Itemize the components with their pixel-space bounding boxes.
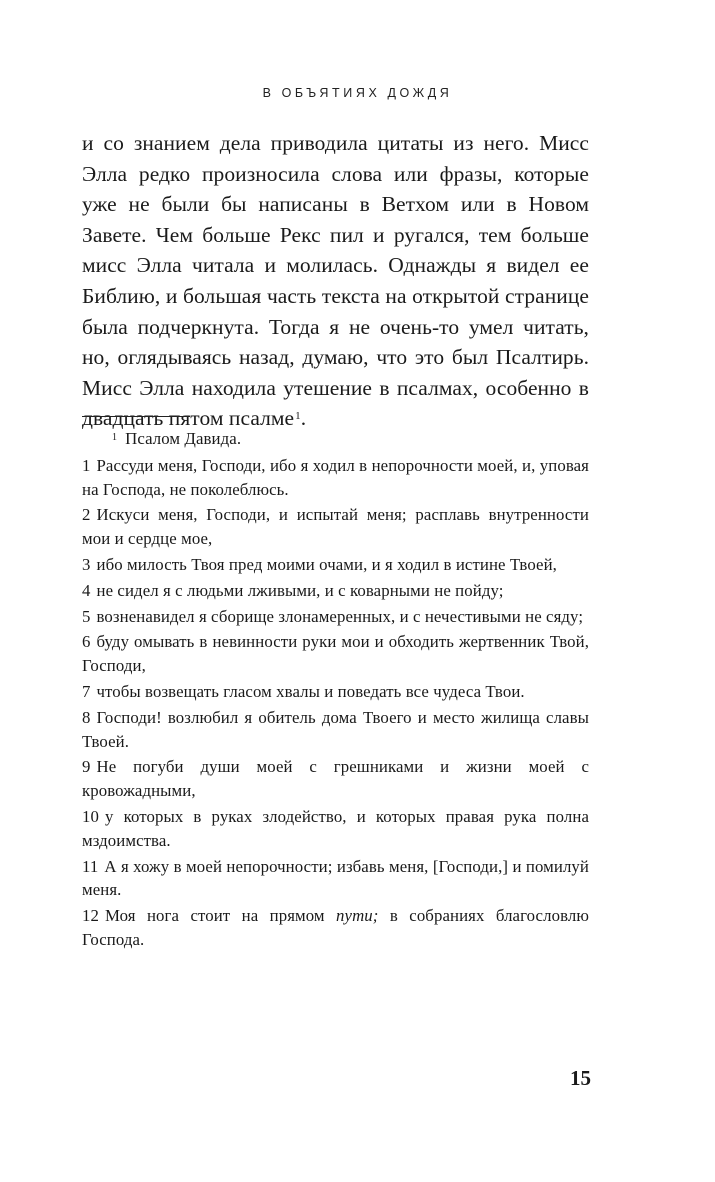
verse-number: 3 bbox=[82, 554, 91, 574]
verse-text: возненавидел я сборище злонамеренных, и с нечестивыми не сяду; bbox=[96, 606, 584, 626]
verse-italic-word: пути; bbox=[336, 906, 379, 926]
psalm-verses bbox=[82, 454, 589, 902]
verse-number: 10 bbox=[82, 806, 99, 826]
body-paragraph bbox=[82, 128, 589, 434]
footnote-divider bbox=[82, 416, 190, 417]
footnote bbox=[82, 427, 589, 954]
verse-text-end: в собраниях благословлю Господа. bbox=[82, 906, 589, 949]
verse-item bbox=[82, 630, 589, 678]
verse-item bbox=[82, 553, 589, 577]
verse-item bbox=[82, 605, 589, 629]
verse-item bbox=[82, 706, 589, 754]
verse-item bbox=[82, 503, 589, 551]
footnote-heading-text: Псалом Давида. bbox=[125, 429, 242, 448]
verse-text: чтобы возвещать гласом хвалы и поведать все чудеса Твои. bbox=[96, 681, 525, 701]
verse-text: ибо милость Твоя пред моими очами, и я ходил в истине Твоей, bbox=[96, 554, 557, 574]
verse-item bbox=[82, 904, 589, 952]
verse-item bbox=[82, 755, 589, 803]
verse-number: 9 bbox=[82, 757, 91, 777]
verse-item bbox=[82, 579, 589, 603]
verse-number: 11 bbox=[82, 856, 99, 876]
verse-number: 8 bbox=[82, 707, 91, 727]
verse-item bbox=[82, 680, 589, 704]
verse-number: 5 bbox=[82, 606, 91, 626]
verse-item bbox=[82, 855, 589, 903]
verse-text: Рассуди меня, Господи, ибо я ходил в непорочности моей, и, уповая на Господа, не поколеблюсь. bbox=[82, 455, 589, 499]
verse-text: А я хожу в моей непорочности; избавь меня, [Господи,] и помилуй меня. bbox=[82, 856, 589, 900]
verse-text: Господи! возлюбил я обитель дома Твоего и место жилища славы Твоей. bbox=[82, 707, 589, 751]
verse-text: Искуси меня, Господи, и испытай меня; расплавь внутренности мои и сердце мое, bbox=[82, 505, 589, 549]
verse-text: не сидел я с людьми лживыми, и с коварными не пойду; bbox=[96, 580, 504, 600]
footnote-reference[interactable]: 1 bbox=[295, 410, 301, 423]
footnote-marker: 1 bbox=[112, 432, 118, 443]
paragraph-end: . bbox=[300, 406, 307, 431]
paragraph-text: и со знанием дела приводила цитаты из него. Мисс Элла редко произносила слова или фразы, которые уже не были бы написаны в Ветхом или в Новом Завете. Чем больше Рекс пил и ругался, тем больше мисс Элла читала и молилась. Однажды я видел ее Библию, и большая часть текста на открытой странице была подчеркнута. Тогда я не очень-то умел читать, но, оглядываясь назад, думаю, что это был Псалтирь. Мисс Элла находила утешение в псалмах, особенно в двадцать пятом псалме bbox=[82, 131, 589, 431]
verse-text: Моя нога стоит на прямом bbox=[104, 906, 337, 926]
verse-number: 1 bbox=[82, 455, 91, 475]
verse-text: у которых в руках злодейство, и которых правая рука полна мздоимства. bbox=[82, 806, 589, 850]
page-number: 15 bbox=[570, 1066, 591, 1090]
running-head: В ОБЪЯТИЯХ ДОЖДЯ bbox=[262, 86, 453, 100]
verse-number: 4 bbox=[82, 580, 91, 600]
verse-number: 2 bbox=[82, 505, 91, 525]
verse-text: буду омывать в невинности руки мои и обходить жертвенник Твой, Господи, bbox=[82, 632, 589, 676]
verse-number: 7 bbox=[82, 681, 91, 701]
footnote-heading bbox=[82, 427, 589, 451]
body-text bbox=[82, 128, 589, 434]
verse-number: 12 bbox=[82, 906, 99, 926]
verse-item bbox=[82, 454, 589, 502]
verse-item bbox=[82, 805, 589, 853]
verse-text: Не погуби души моей с грешниками и жизни моей с кровожадными, bbox=[82, 757, 589, 801]
verse-number: 6 bbox=[82, 632, 91, 652]
